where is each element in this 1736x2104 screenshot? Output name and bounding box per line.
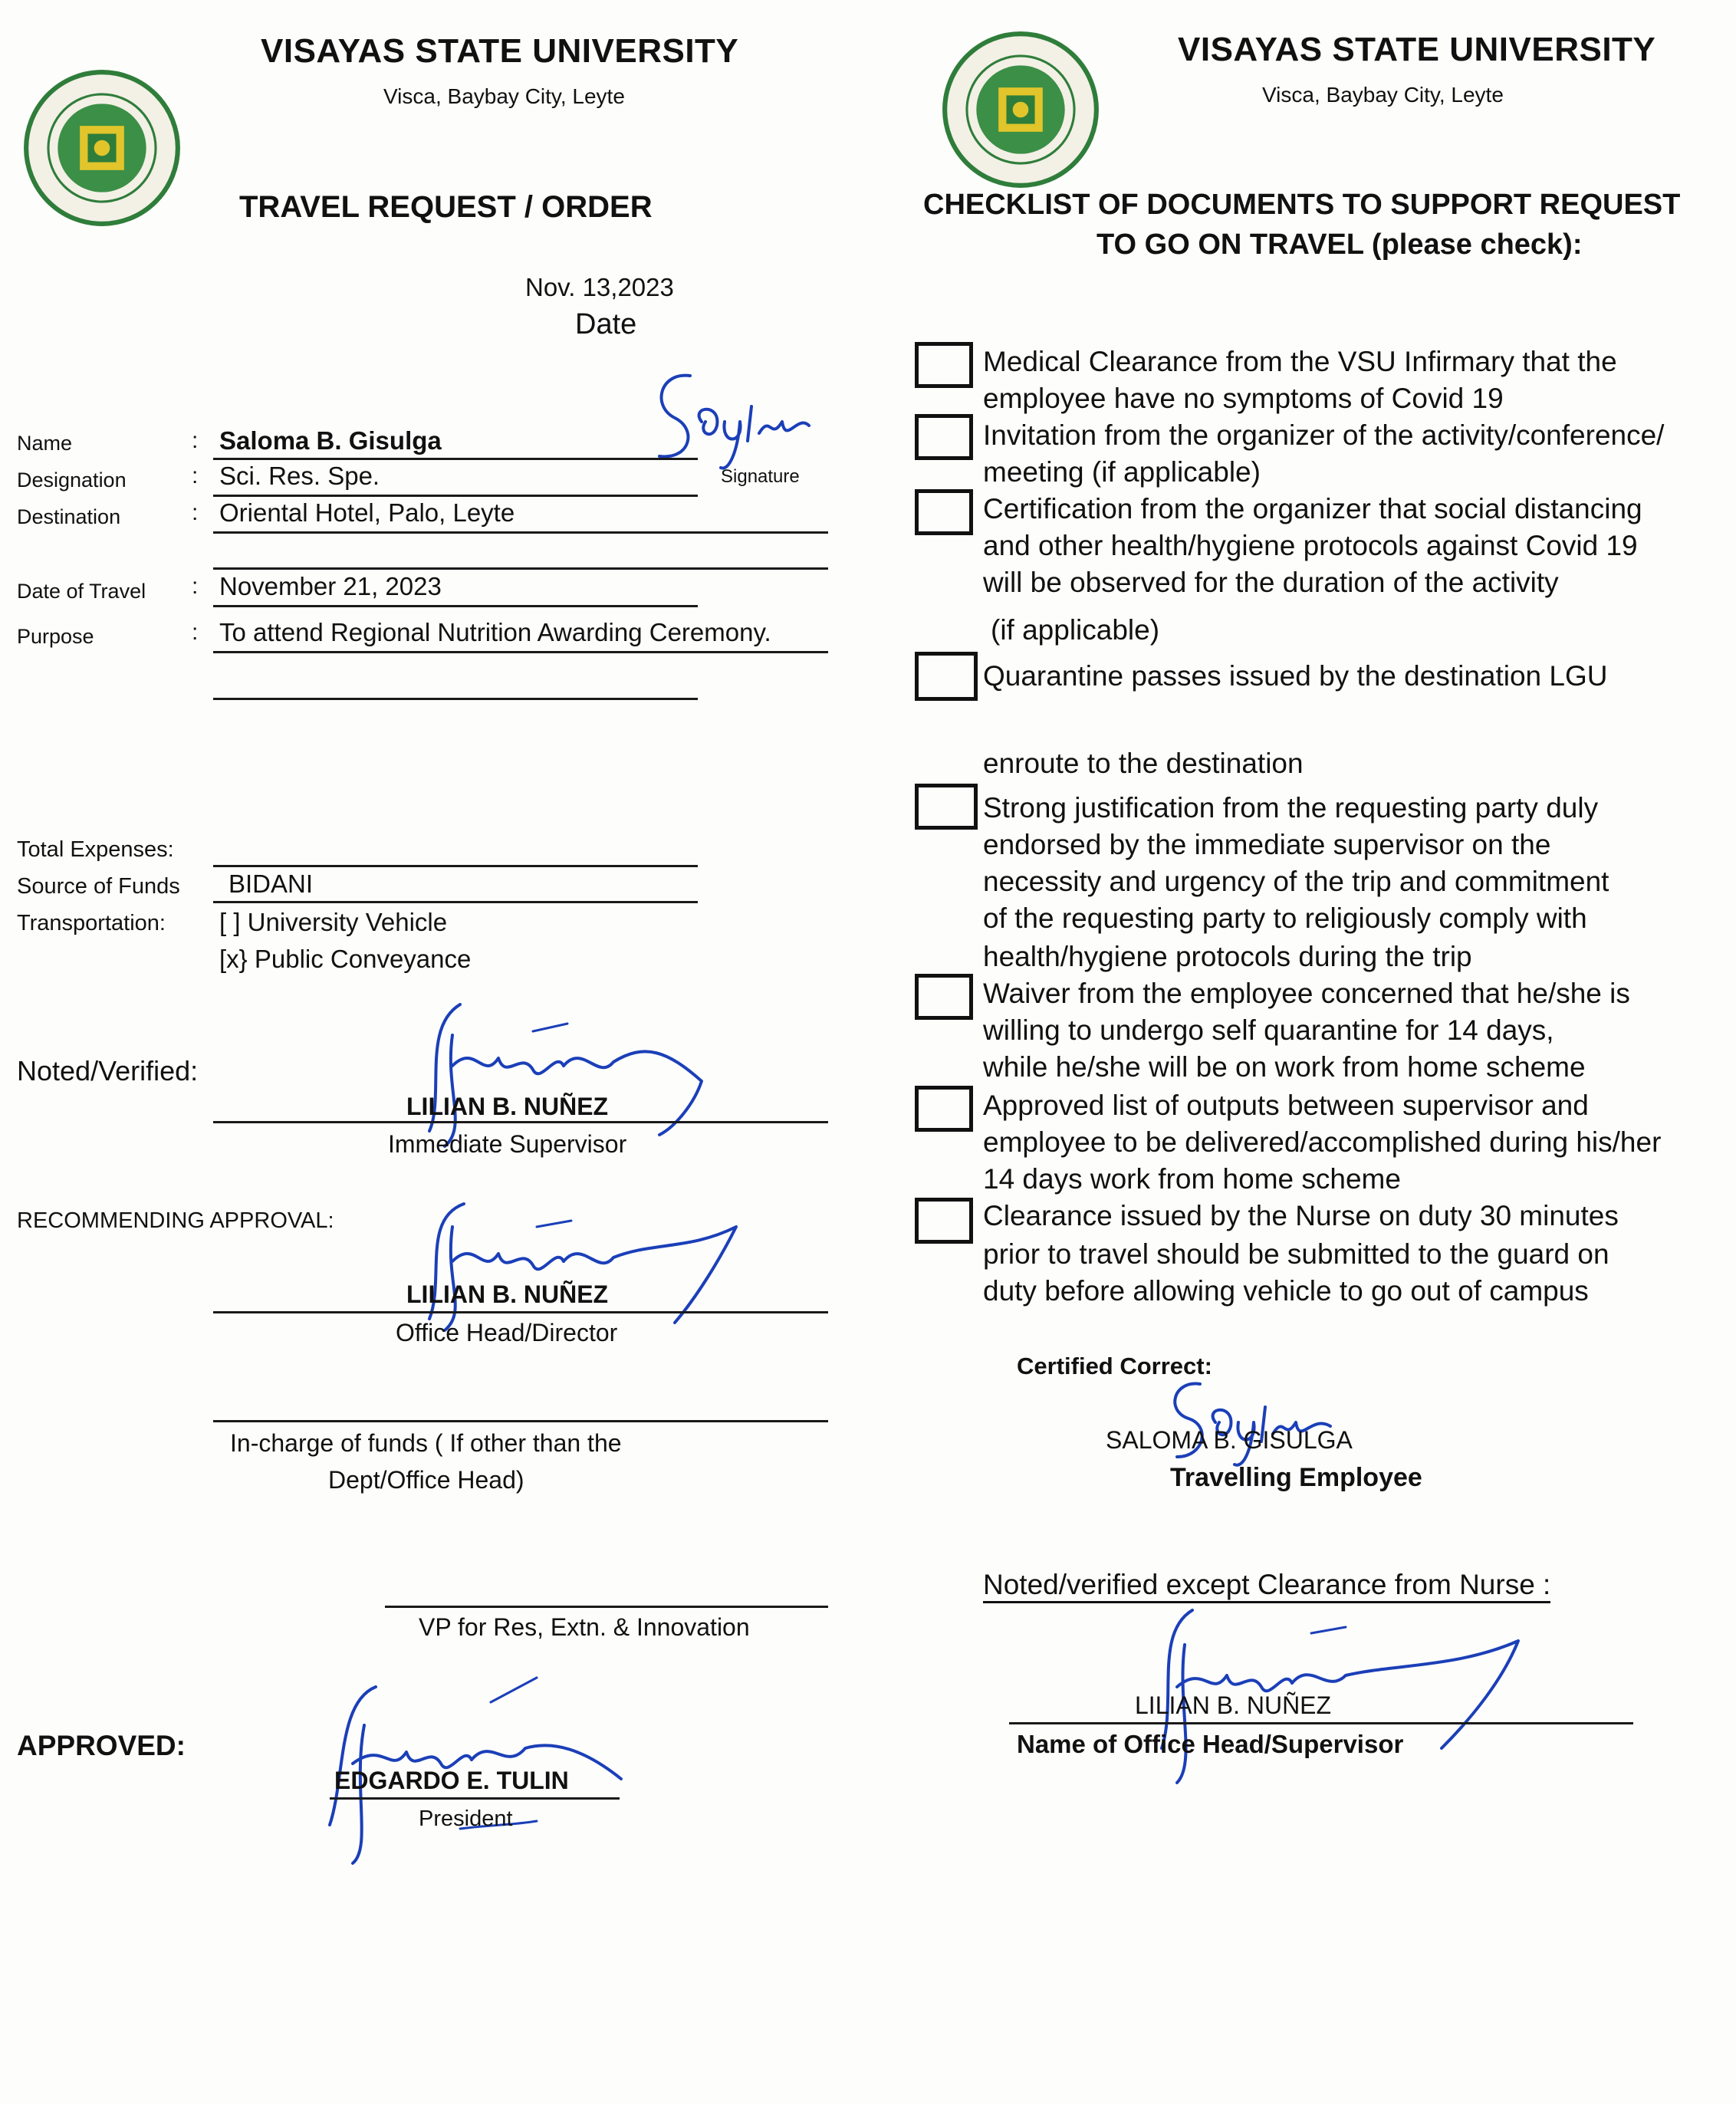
noted-except-label: Noted/verified except Clearance from Nurse : — [983, 1569, 1550, 1603]
checkbox-approved-outputs[interactable] — [915, 1086, 973, 1132]
transportation-label: Transportation: — [17, 911, 166, 935]
item-certification-line-1: Certification from the organizer that social distancing — [983, 493, 1642, 524]
university-name-left: VISAYAS STATE UNIVERSITY — [261, 32, 739, 70]
recommending-approval-label: RECOMMENDING APPROVAL: — [17, 1208, 334, 1233]
checkbox-waiver[interactable] — [915, 974, 973, 1020]
purpose-label: Purpose — [17, 625, 94, 648]
designation-colon: : — [192, 463, 199, 488]
checklist-title-line-2: TO GO ON TRAVEL (please check): — [1097, 228, 1583, 261]
item-invitation-line-2: meeting (if applicable) — [983, 456, 1261, 488]
date-of-travel-colon: : — [192, 574, 199, 599]
item-clearance-line-1: Clearance issued by the Nurse on duty 30 minutes — [983, 1200, 1619, 1231]
name-label: Name — [17, 432, 73, 455]
destination-label: Destination — [17, 505, 121, 528]
designation-label: Designation — [17, 468, 127, 491]
approved-label: APPROVED: — [17, 1730, 186, 1761]
item-waiver-line-1: Waiver from the employee concerned that he/she is — [983, 978, 1630, 1009]
item-outputs-line-3: 14 days work from home scheme — [983, 1163, 1401, 1195]
university-seal-right — [942, 31, 1100, 189]
university-address-right: Visca, Baybay City, Leyte — [1262, 83, 1504, 107]
date-of-travel-label: Date of Travel — [17, 580, 146, 603]
item-medical-line-1: Medical Clearance from the VSU Infirmary that the — [983, 346, 1617, 377]
item-justification-line-3: necessity and urgency of the trip and commitment — [983, 866, 1609, 897]
item-certification-line-4: (if applicable) — [991, 614, 1160, 646]
option-university-vehicle: [ ] University Vehicle — [219, 908, 448, 936]
certified-employee-title: Travelling Employee — [1170, 1463, 1422, 1492]
noted-underline — [213, 1121, 828, 1123]
signature-label: Signature — [721, 466, 800, 487]
president-underline — [330, 1797, 620, 1800]
destination-value: Oriental Hotel, Palo, Leyte — [219, 498, 515, 527]
purpose-colon: : — [192, 620, 199, 645]
item-waiver-line-2: willing to undergo self quarantine for 14 days, — [983, 1014, 1554, 1046]
in-charge-underline — [213, 1420, 828, 1422]
recommending-title: Office Head/Director — [396, 1319, 618, 1346]
name-colon: : — [192, 428, 199, 453]
university-name-right: VISAYAS STATE UNIVERSITY — [1178, 31, 1656, 68]
vp-underline — [385, 1606, 828, 1608]
university-seal-left — [23, 69, 181, 227]
noted-name: LILIAN B. NUÑEZ — [406, 1093, 609, 1120]
item-medical-line-2: employee have no symptoms of Covid 19 — [983, 383, 1504, 414]
checkbox-quarantine-passes[interactable] — [915, 652, 978, 701]
date-of-travel-value: November 21, 2023 — [219, 572, 442, 600]
item-justification-line-2: endorsed by the immediate supervisor on the — [983, 829, 1551, 860]
purpose-underline-2 — [213, 698, 698, 700]
vp-title: VP for Res, Extn. & Innovation — [419, 1613, 750, 1641]
noted-verified-label: Noted/Verified: — [17, 1055, 199, 1087]
noted-signature — [399, 997, 721, 1150]
request-date-value: Nov. 13,2023 — [525, 273, 674, 301]
recommending-signature — [399, 1196, 751, 1334]
item-certification-line-2: and other health/hygiene protocols against Covid 19 — [983, 530, 1638, 561]
source-of-funds-value: BIDANI — [229, 870, 314, 898]
supervisor-name: LILIAN B. NUÑEZ — [1135, 1691, 1332, 1719]
date-of-travel-underline — [213, 605, 698, 607]
destination-underline — [213, 531, 828, 534]
checkbox-nurse-clearance[interactable] — [915, 1198, 973, 1244]
item-justification-line-5: health/hygiene protocols during the trip — [983, 941, 1472, 972]
source-of-funds-label: Source of Funds — [17, 874, 180, 899]
destination-colon: : — [192, 500, 199, 525]
president-title: President — [419, 1806, 513, 1831]
item-waiver-line-3: while he/she will be on work from home scheme — [983, 1051, 1586, 1083]
item-outputs-line-2: employee to be delivered/accomplished during his/her — [983, 1126, 1662, 1158]
item-outputs-line-1: Approved list of outputs between supervisor and — [983, 1090, 1589, 1121]
supervisor-underline — [1009, 1722, 1633, 1724]
purpose-value: To attend Regional Nutrition Awarding Ceremony. — [219, 618, 771, 646]
item-quarantine-line-1: Quarantine passes issued by the destination LGU — [983, 660, 1608, 692]
item-clearance-line-3: duty before allowing vehicle to go out of campus — [983, 1275, 1589, 1307]
recommending-underline — [213, 1311, 828, 1313]
name-value: Saloma B. Gisulga — [219, 426, 442, 455]
form-title: TRAVEL REQUEST / ORDER — [239, 190, 653, 224]
in-charge-line-1: In-charge of funds ( If other than the — [230, 1429, 622, 1457]
designation-value: Sci. Res. Spe. — [219, 462, 380, 490]
item-justification-line-4: of the requesting party to religiously comply with — [983, 902, 1587, 934]
checkbox-invitation[interactable] — [915, 414, 973, 460]
total-expenses-underline — [213, 865, 698, 867]
in-charge-line-2: Dept/Office Head) — [328, 1466, 524, 1494]
recommending-name: LILIAN B. NUÑEZ — [406, 1280, 609, 1308]
checklist-title-line-1: CHECKLIST OF DOCUMENTS TO SUPPORT REQUEST — [923, 189, 1681, 221]
president-name: EDGARDO E. TULIN — [334, 1767, 569, 1794]
item-clearance-line-2: prior to travel should be submitted to the guard on — [983, 1238, 1609, 1270]
option-public-conveyance: [x} Public Conveyance — [219, 945, 472, 973]
item-quarantine-line-2: enroute to the destination — [983, 748, 1304, 779]
name-underline — [213, 458, 698, 460]
purpose-underline — [213, 651, 828, 653]
checkbox-certification[interactable] — [915, 489, 973, 535]
request-date-label: Date — [575, 308, 637, 340]
checkbox-medical-clearance[interactable] — [915, 342, 973, 388]
certified-correct-label: Certified Correct: — [1017, 1353, 1212, 1379]
certified-employee-name: SALOMA B. GISULGA — [1106, 1426, 1353, 1454]
item-certification-line-3: will be observed for the duration of the activity — [983, 567, 1559, 598]
item-invitation-line-1: Invitation from the organizer of the activity/conference/ — [983, 419, 1665, 451]
employee-signature — [1158, 1373, 1342, 1472]
total-expenses-label: Total Expenses: — [17, 837, 174, 862]
source-of-funds-underline — [213, 901, 698, 903]
supervisor-title: Name of Office Head/Supervisor — [1017, 1730, 1404, 1758]
item-justification-line-1: Strong justification from the requesting party duly — [983, 792, 1599, 824]
destination-underline-2 — [213, 567, 828, 570]
university-address-left: Visca, Baybay City, Leyte — [383, 84, 625, 108]
checkbox-justification[interactable] — [915, 784, 978, 830]
designation-underline — [213, 495, 698, 497]
noted-title: Immediate Supervisor — [388, 1130, 627, 1158]
